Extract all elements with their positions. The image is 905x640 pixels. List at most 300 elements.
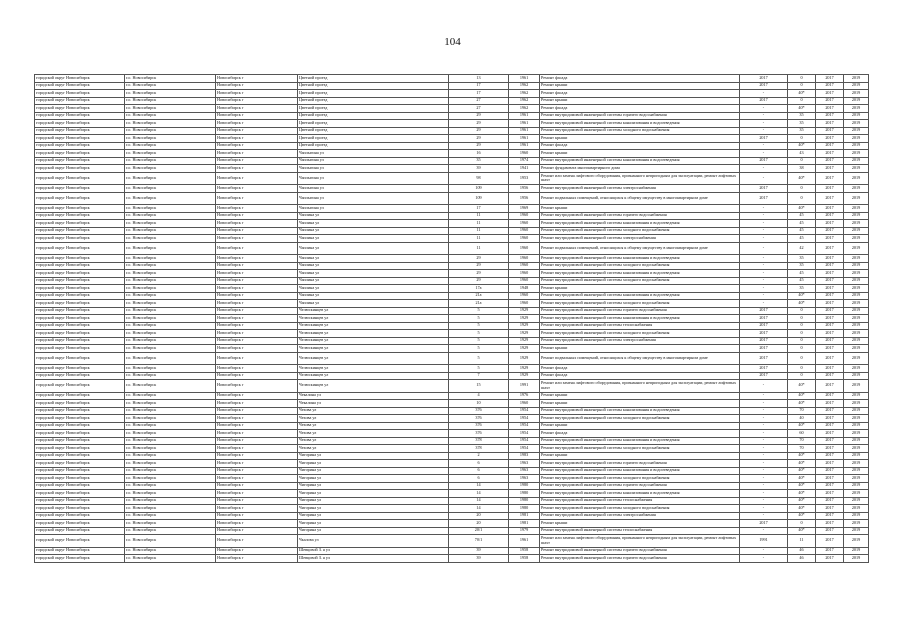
cell-house-number: 35 — [449, 157, 509, 165]
cell-last-repair-year: - — [740, 430, 788, 438]
cell-wear-percent: 60 — [788, 430, 816, 438]
cell-municipality: городской округ Новосибирск — [35, 322, 125, 330]
cell-municipality: городской округ Новосибирск — [35, 452, 125, 460]
cell-work-type: Ремонт фасада — [540, 75, 740, 83]
cell-year-built: 1960 — [509, 150, 540, 158]
cell-plan-start-year: 2017 — [816, 212, 844, 220]
cell-year-built: 1963 — [509, 475, 540, 483]
cell-year-built: 1929 — [509, 315, 540, 323]
cell-year-built: 1961 — [509, 120, 540, 128]
cell-street: Чехова ул — [298, 445, 449, 453]
table-row — [35, 262, 869, 270]
cell-house-number: 378 — [449, 437, 509, 445]
cell-district: г.о. Новосибирск — [125, 185, 216, 193]
cell-wear-percent: 0 — [788, 322, 816, 330]
cell-municipality: городской округ Новосибирск — [35, 255, 125, 263]
cell-last-repair-year: - — [740, 165, 788, 173]
cell-plan-end-year: 2019 — [844, 135, 869, 143]
cell-last-repair-year: - — [740, 482, 788, 490]
cell-municipality: городской округ Новосибирск — [35, 345, 125, 353]
cell-plan-end-year: 2019 — [844, 497, 869, 505]
cell-plan-end-year: 2019 — [844, 127, 869, 135]
cell-municipality: городской округ Новосибирск — [35, 407, 125, 415]
cell-house-number: 109 — [449, 192, 509, 205]
cell-district: г.о. Новосибирск — [125, 242, 216, 255]
table-row — [35, 392, 869, 400]
cell-plan-start-year: 2017 — [816, 112, 844, 120]
cell-municipality: городской округ Новосибирск — [35, 242, 125, 255]
cell-last-repair-year: 2017 — [740, 337, 788, 345]
table-row — [35, 112, 869, 120]
table-row — [35, 172, 869, 185]
cell-work-type: Ремонт крыши — [540, 520, 740, 528]
cell-last-repair-year: - — [740, 380, 788, 393]
cell-plan-end-year: 2019 — [844, 322, 869, 330]
cell-street: Чаплина ул — [298, 255, 449, 263]
table-row — [35, 422, 869, 430]
table-row — [35, 277, 869, 285]
table-row — [35, 235, 869, 243]
cell-city: Новосибирск г — [216, 490, 298, 498]
cell-street: Чаплина ул — [298, 300, 449, 308]
cell-wear-percent: 40* — [788, 142, 816, 150]
cell-street: Чигорина ул — [298, 505, 449, 513]
cell-wear-percent: 0 — [788, 520, 816, 528]
cell-street: Цветной проезд — [298, 82, 449, 90]
cell-wear-percent: 40* — [788, 400, 816, 408]
cell-district: г.о. Новосибирск — [125, 120, 216, 128]
cell-district: г.о. Новосибирск — [125, 270, 216, 278]
cell-city: Новосибирск г — [216, 292, 298, 300]
cell-last-repair-year: - — [740, 527, 788, 535]
cell-district: г.о. Новосибирск — [125, 527, 216, 535]
cell-work-type: Ремонт внутридомовой инженерной системы горячего водоснабжения — [540, 307, 740, 315]
cell-plan-end-year: 2019 — [844, 97, 869, 105]
table-row — [35, 372, 869, 380]
cell-municipality: городской округ Новосибирск — [35, 82, 125, 90]
cell-street: Чехова ул — [298, 415, 449, 423]
cell-last-repair-year: - — [740, 555, 788, 563]
table-row — [35, 380, 869, 393]
cell-city: Новосибирск г — [216, 157, 298, 165]
cell-plan-end-year: 2019 — [844, 300, 869, 308]
cell-plan-end-year: 2019 — [844, 172, 869, 185]
cell-year-built: 1961 — [509, 142, 540, 150]
cell-city: Новосибирск г — [216, 497, 298, 505]
cell-work-type: Ремонт внутридомовой инженерной системы электроснабжения — [540, 337, 740, 345]
cell-house-number: 39 — [449, 165, 509, 173]
cell-wear-percent: 46 — [788, 547, 816, 555]
cell-work-type: Ремонт внутридомовой инженерной системы горячего водоснабжения — [540, 547, 740, 555]
cell-house-number: 20/1 — [449, 527, 509, 535]
cell-street: Чаплыгина ул — [298, 185, 449, 193]
cell-district: г.о. Новосибирск — [125, 192, 216, 205]
cell-last-repair-year: - — [740, 262, 788, 270]
cell-last-repair-year: 2017 — [740, 307, 788, 315]
cell-house-number: 376 — [449, 407, 509, 415]
cell-year-built: 1954 — [509, 430, 540, 438]
cell-work-type: Ремонт фасада — [540, 365, 740, 373]
cell-plan-start-year: 2017 — [816, 135, 844, 143]
cell-work-type: Ремонт внутридомовой инженерной системы теплоснабжения — [540, 527, 740, 535]
cell-street: Челюскинцев ул — [298, 322, 449, 330]
cell-wear-percent: 40* — [788, 467, 816, 475]
cell-house-number: 27 — [449, 97, 509, 105]
cell-street: Челюскинцев ул — [298, 365, 449, 373]
cell-city: Новосибирск г — [216, 185, 298, 193]
cell-wear-percent: 40* — [788, 475, 816, 483]
cell-plan-start-year: 2017 — [816, 105, 844, 113]
cell-work-type: Ремонт внутридомовой инженерной системы канализования и водоотведения — [540, 255, 740, 263]
cell-year-built: 1958 — [509, 547, 540, 555]
cell-work-type: Ремонт внутридомовой инженерной системы канализования и водоотведения — [540, 315, 740, 323]
cell-street: Чаплыгина ул — [298, 157, 449, 165]
cell-year-built: 1954 — [509, 437, 540, 445]
cell-district: г.о. Новосибирск — [125, 105, 216, 113]
table-row — [35, 315, 869, 323]
cell-district: г.о. Новосибирск — [125, 235, 216, 243]
cell-city: Новосибирск г — [216, 262, 298, 270]
cell-wear-percent: 0 — [788, 372, 816, 380]
cell-year-built: 1981 — [509, 512, 540, 520]
table-row — [35, 527, 869, 535]
cell-year-built: 1979 — [509, 527, 540, 535]
cell-street: Челюскинцев ул — [298, 307, 449, 315]
cell-year-built: 1980 — [509, 497, 540, 505]
cell-house-number: 6 — [449, 475, 509, 483]
cell-house-number: 29 — [449, 277, 509, 285]
cell-city: Новосибирск г — [216, 437, 298, 445]
cell-work-type: Ремонт подвальных помещений, относящихся к общему имуществу в многоквартирном доме — [540, 352, 740, 365]
cell-municipality: городской округ Новосибирск — [35, 422, 125, 430]
cell-work-type: Ремонт внутридомовой инженерной системы канализования и водоотведения — [540, 120, 740, 128]
cell-house-number: 11 — [449, 242, 509, 255]
cell-wear-percent: 70 — [788, 437, 816, 445]
cell-plan-end-year: 2019 — [844, 292, 869, 300]
cell-municipality: городской округ Новосибирск — [35, 285, 125, 293]
cell-street: Челюскинцев ул — [298, 330, 449, 338]
cell-district: г.о. Новосибирск — [125, 142, 216, 150]
cell-municipality: городской округ Новосибирск — [35, 555, 125, 563]
cell-plan-end-year: 2019 — [844, 422, 869, 430]
cell-city: Новосибирск г — [216, 90, 298, 98]
cell-wear-percent: 43 — [788, 150, 816, 158]
cell-house-number: 376 — [449, 422, 509, 430]
cell-district: г.о. Новосибирск — [125, 337, 216, 345]
cell-plan-start-year: 2017 — [816, 270, 844, 278]
table-row — [35, 142, 869, 150]
cell-street: Чаплина ул — [298, 235, 449, 243]
cell-plan-start-year: 2017 — [816, 365, 844, 373]
cell-year-built: 1962 — [509, 97, 540, 105]
cell-city: Новосибирск г — [216, 142, 298, 150]
cell-last-repair-year: 2017 — [740, 520, 788, 528]
cell-plan-start-year: 2017 — [816, 422, 844, 430]
cell-district: г.о. Новосибирск — [125, 112, 216, 120]
cell-year-built: 1980 — [509, 490, 540, 498]
table-row — [35, 165, 869, 173]
cell-street: Чехова ул — [298, 430, 449, 438]
cell-last-repair-year: - — [740, 242, 788, 255]
cell-year-built: 1960 — [509, 300, 540, 308]
cell-municipality: городской округ Новосибирск — [35, 445, 125, 453]
cell-district: г.о. Новосибирск — [125, 512, 216, 520]
cell-street: Цветной проезд — [298, 90, 449, 98]
cell-plan-end-year: 2019 — [844, 82, 869, 90]
cell-plan-start-year: 2017 — [816, 460, 844, 468]
cell-district: г.о. Новосибирск — [125, 157, 216, 165]
cell-house-number: 29 — [449, 262, 509, 270]
cell-municipality: городской округ Новосибирск — [35, 315, 125, 323]
cell-plan-start-year: 2017 — [816, 255, 844, 263]
cell-city: Новосибирск г — [216, 150, 298, 158]
cell-municipality: городской округ Новосибирск — [35, 270, 125, 278]
cell-street: Шевцовой З. я ул — [298, 547, 449, 555]
cell-municipality: городской округ Новосибирск — [35, 292, 125, 300]
cell-plan-start-year: 2017 — [816, 220, 844, 228]
cell-district: г.о. Новосибирск — [125, 227, 216, 235]
cell-work-type: Ремонт внутридомовой инженерной системы горячего водоснабжения — [540, 482, 740, 490]
cell-year-built: 1960 — [509, 212, 540, 220]
table-row — [35, 460, 869, 468]
cell-municipality: городской округ Новосибирск — [35, 307, 125, 315]
cell-last-repair-year: - — [740, 467, 788, 475]
cell-year-built: 1929 — [509, 372, 540, 380]
cell-wear-percent: 40* — [788, 527, 816, 535]
cell-district: г.о. Новосибирск — [125, 400, 216, 408]
cell-last-repair-year: 2017 — [740, 157, 788, 165]
cell-year-built: 1960 — [509, 255, 540, 263]
cell-street: Чигорина ул — [298, 520, 449, 528]
cell-city: Новосибирск г — [216, 75, 298, 83]
cell-street: Чигорина ул — [298, 452, 449, 460]
cell-work-type: Ремонт крыши — [540, 392, 740, 400]
cell-plan-start-year: 2017 — [816, 445, 844, 453]
table-row — [35, 205, 869, 213]
cell-year-built: 1976 — [509, 392, 540, 400]
cell-house-number: 10 — [449, 400, 509, 408]
cell-work-type: Ремонт внутридомовой инженерной системы горячего водоснабжения — [540, 212, 740, 220]
cell-last-repair-year: - — [740, 437, 788, 445]
cell-street: Чигорина ул — [298, 467, 449, 475]
cell-plan-end-year: 2019 — [844, 242, 869, 255]
cell-district: г.о. Новосибирск — [125, 452, 216, 460]
cell-district: г.о. Новосибирск — [125, 475, 216, 483]
cell-street: Челюскинцев ул — [298, 315, 449, 323]
cell-street: Цветной проезд — [298, 135, 449, 143]
cell-district: г.о. Новосибирск — [125, 430, 216, 438]
cell-last-repair-year: - — [740, 205, 788, 213]
cell-district: г.о. Новосибирск — [125, 97, 216, 105]
cell-street: Чаплина ул — [298, 277, 449, 285]
cell-work-type: Ремонт крыши — [540, 205, 740, 213]
cell-year-built: 1948 — [509, 285, 540, 293]
cell-street: Цветной проезд — [298, 112, 449, 120]
table-row — [35, 192, 869, 205]
cell-city: Новосибирск г — [216, 475, 298, 483]
cell-street: Цветной проезд — [298, 142, 449, 150]
cell-plan-start-year: 2017 — [816, 192, 844, 205]
cell-district: г.о. Новосибирск — [125, 165, 216, 173]
cell-street: Цветной проезд — [298, 127, 449, 135]
cell-street: Цветной проезд — [298, 97, 449, 105]
cell-plan-end-year: 2019 — [844, 400, 869, 408]
cell-year-built: 1960 — [509, 292, 540, 300]
cell-city: Новосибирск г — [216, 307, 298, 315]
cell-last-repair-year: 2017 — [740, 82, 788, 90]
table-row — [35, 82, 869, 90]
cell-city: Новосибирск г — [216, 120, 298, 128]
cell-work-type: Ремонт крыши — [540, 422, 740, 430]
cell-plan-start-year: 2017 — [816, 380, 844, 393]
cell-city: Новосибирск г — [216, 172, 298, 185]
table-row — [35, 345, 869, 353]
cell-city: Новосибирск г — [216, 277, 298, 285]
cell-year-built: 1961 — [509, 135, 540, 143]
cell-wear-percent: 35 — [788, 262, 816, 270]
cell-year-built: 1983 — [509, 452, 540, 460]
cell-year-built: 1929 — [509, 322, 540, 330]
cell-plan-start-year: 2017 — [816, 227, 844, 235]
cell-wear-percent: 0 — [788, 135, 816, 143]
cell-house-number: 376 — [449, 430, 509, 438]
table-row — [35, 512, 869, 520]
cell-plan-end-year: 2019 — [844, 277, 869, 285]
cell-street: Челюскинцев ул — [298, 380, 449, 393]
cell-last-repair-year: - — [740, 475, 788, 483]
cell-house-number: 5 — [449, 365, 509, 373]
cell-last-repair-year: - — [740, 277, 788, 285]
cell-work-type: Ремонт фасада — [540, 430, 740, 438]
cell-street: Чигорина ул — [298, 512, 449, 520]
cell-work-type: Ремонт внутридомовой инженерной системы холодного водоснабжения — [540, 277, 740, 285]
cell-city: Новосибирск г — [216, 337, 298, 345]
cell-municipality: городской округ Новосибирск — [35, 235, 125, 243]
cell-municipality: городской округ Новосибирск — [35, 380, 125, 393]
cell-municipality: городской округ Новосибирск — [35, 205, 125, 213]
cell-plan-end-year: 2019 — [844, 227, 869, 235]
cell-house-number: 6 — [449, 460, 509, 468]
cell-plan-start-year: 2017 — [816, 330, 844, 338]
cell-district: г.о. Новосибирск — [125, 520, 216, 528]
cell-district: г.о. Новосибирск — [125, 300, 216, 308]
cell-plan-start-year: 2017 — [816, 307, 844, 315]
cell-house-number: 39 — [449, 547, 509, 555]
cell-year-built: 1929 — [509, 330, 540, 338]
cell-wear-percent: 0 — [788, 97, 816, 105]
cell-year-built: 1956 — [509, 185, 540, 193]
cell-city: Новосибирск г — [216, 467, 298, 475]
cell-street: Челюскинцев ул — [298, 352, 449, 365]
cell-city: Новосибирск г — [216, 285, 298, 293]
cell-last-repair-year: 2017 — [740, 185, 788, 193]
cell-city: Новосибирск г — [216, 345, 298, 353]
cell-house-number: 70/1 — [449, 535, 509, 548]
cell-district: г.о. Новосибирск — [125, 315, 216, 323]
cell-city: Новосибирск г — [216, 227, 298, 235]
cell-year-built: 1929 — [509, 307, 540, 315]
cell-year-built: 1961 — [509, 535, 540, 548]
cell-plan-end-year: 2019 — [844, 262, 869, 270]
cell-city: Новосибирск г — [216, 242, 298, 255]
cell-district: г.о. Новосибирск — [125, 497, 216, 505]
cell-plan-end-year: 2019 — [844, 555, 869, 563]
cell-house-number: 29 — [449, 270, 509, 278]
cell-last-repair-year: - — [740, 270, 788, 278]
table-row — [35, 330, 869, 338]
cell-plan-end-year: 2019 — [844, 315, 869, 323]
cell-municipality: городской округ Новосибирск — [35, 415, 125, 423]
cell-year-built: 1961 — [509, 75, 540, 83]
table-row — [35, 475, 869, 483]
cell-wear-percent: 40* — [788, 490, 816, 498]
cell-city: Новосибирск г — [216, 505, 298, 513]
cell-plan-start-year: 2017 — [816, 172, 844, 185]
cell-city: Новосибирск г — [216, 430, 298, 438]
cell-work-type: Ремонт фасада — [540, 142, 740, 150]
cell-city: Новосибирск г — [216, 460, 298, 468]
table-row — [35, 415, 869, 423]
cell-city: Новосибирск г — [216, 422, 298, 430]
cell-year-built: 1980 — [509, 505, 540, 513]
table-row — [35, 555, 869, 563]
cell-plan-end-year: 2019 — [844, 165, 869, 173]
cell-municipality: городской округ Новосибирск — [35, 337, 125, 345]
cell-city: Новосибирск г — [216, 212, 298, 220]
table-row — [35, 490, 869, 498]
table-row — [35, 292, 869, 300]
cell-city: Новосибирск г — [216, 97, 298, 105]
cell-wear-percent: 40* — [788, 497, 816, 505]
cell-plan-end-year: 2019 — [844, 150, 869, 158]
cell-plan-start-year: 2017 — [816, 242, 844, 255]
cell-wear-percent: 0 — [788, 75, 816, 83]
table-row — [35, 220, 869, 228]
cell-plan-start-year: 2017 — [816, 337, 844, 345]
cell-house-number: 20 — [449, 512, 509, 520]
cell-plan-end-year: 2019 — [844, 330, 869, 338]
cell-district: г.о. Новосибирск — [125, 422, 216, 430]
cell-house-number: 7 — [449, 372, 509, 380]
cell-work-type: Ремонт подвальных помещений, относящихся к общему имуществу в многоквартирном доме — [540, 192, 740, 205]
cell-last-repair-year: - — [740, 105, 788, 113]
table-row — [35, 285, 869, 293]
cell-plan-end-year: 2019 — [844, 547, 869, 555]
cell-house-number: 5 — [449, 330, 509, 338]
cell-municipality: городской округ Новосибирск — [35, 150, 125, 158]
cell-district: г.о. Новосибирск — [125, 352, 216, 365]
cell-city: Новосибирск г — [216, 392, 298, 400]
cell-wear-percent: 0 — [788, 192, 816, 205]
cell-wear-percent: 0 — [788, 82, 816, 90]
cell-last-repair-year: 2017 — [740, 135, 788, 143]
cell-plan-start-year: 2017 — [816, 437, 844, 445]
cell-plan-end-year: 2019 — [844, 220, 869, 228]
cell-plan-end-year: 2019 — [844, 157, 869, 165]
cell-work-type: Ремонт внутридомовой инженерной системы канализования и водоотведения — [540, 437, 740, 445]
cell-work-type: Ремонт крыши — [540, 452, 740, 460]
cell-plan-start-year: 2017 — [816, 452, 844, 460]
cell-municipality: городской округ Новосибирск — [35, 490, 125, 498]
cell-work-type: Ремонт крыши — [540, 285, 740, 293]
cell-plan-end-year: 2019 — [844, 380, 869, 393]
cell-street: Чигорина ул — [298, 475, 449, 483]
cell-city: Новосибирск г — [216, 535, 298, 548]
cell-year-built: 1953 — [509, 172, 540, 185]
cell-year-built: 1969 — [509, 205, 540, 213]
cell-year-built: 1974 — [509, 157, 540, 165]
cell-last-repair-year: - — [740, 142, 788, 150]
